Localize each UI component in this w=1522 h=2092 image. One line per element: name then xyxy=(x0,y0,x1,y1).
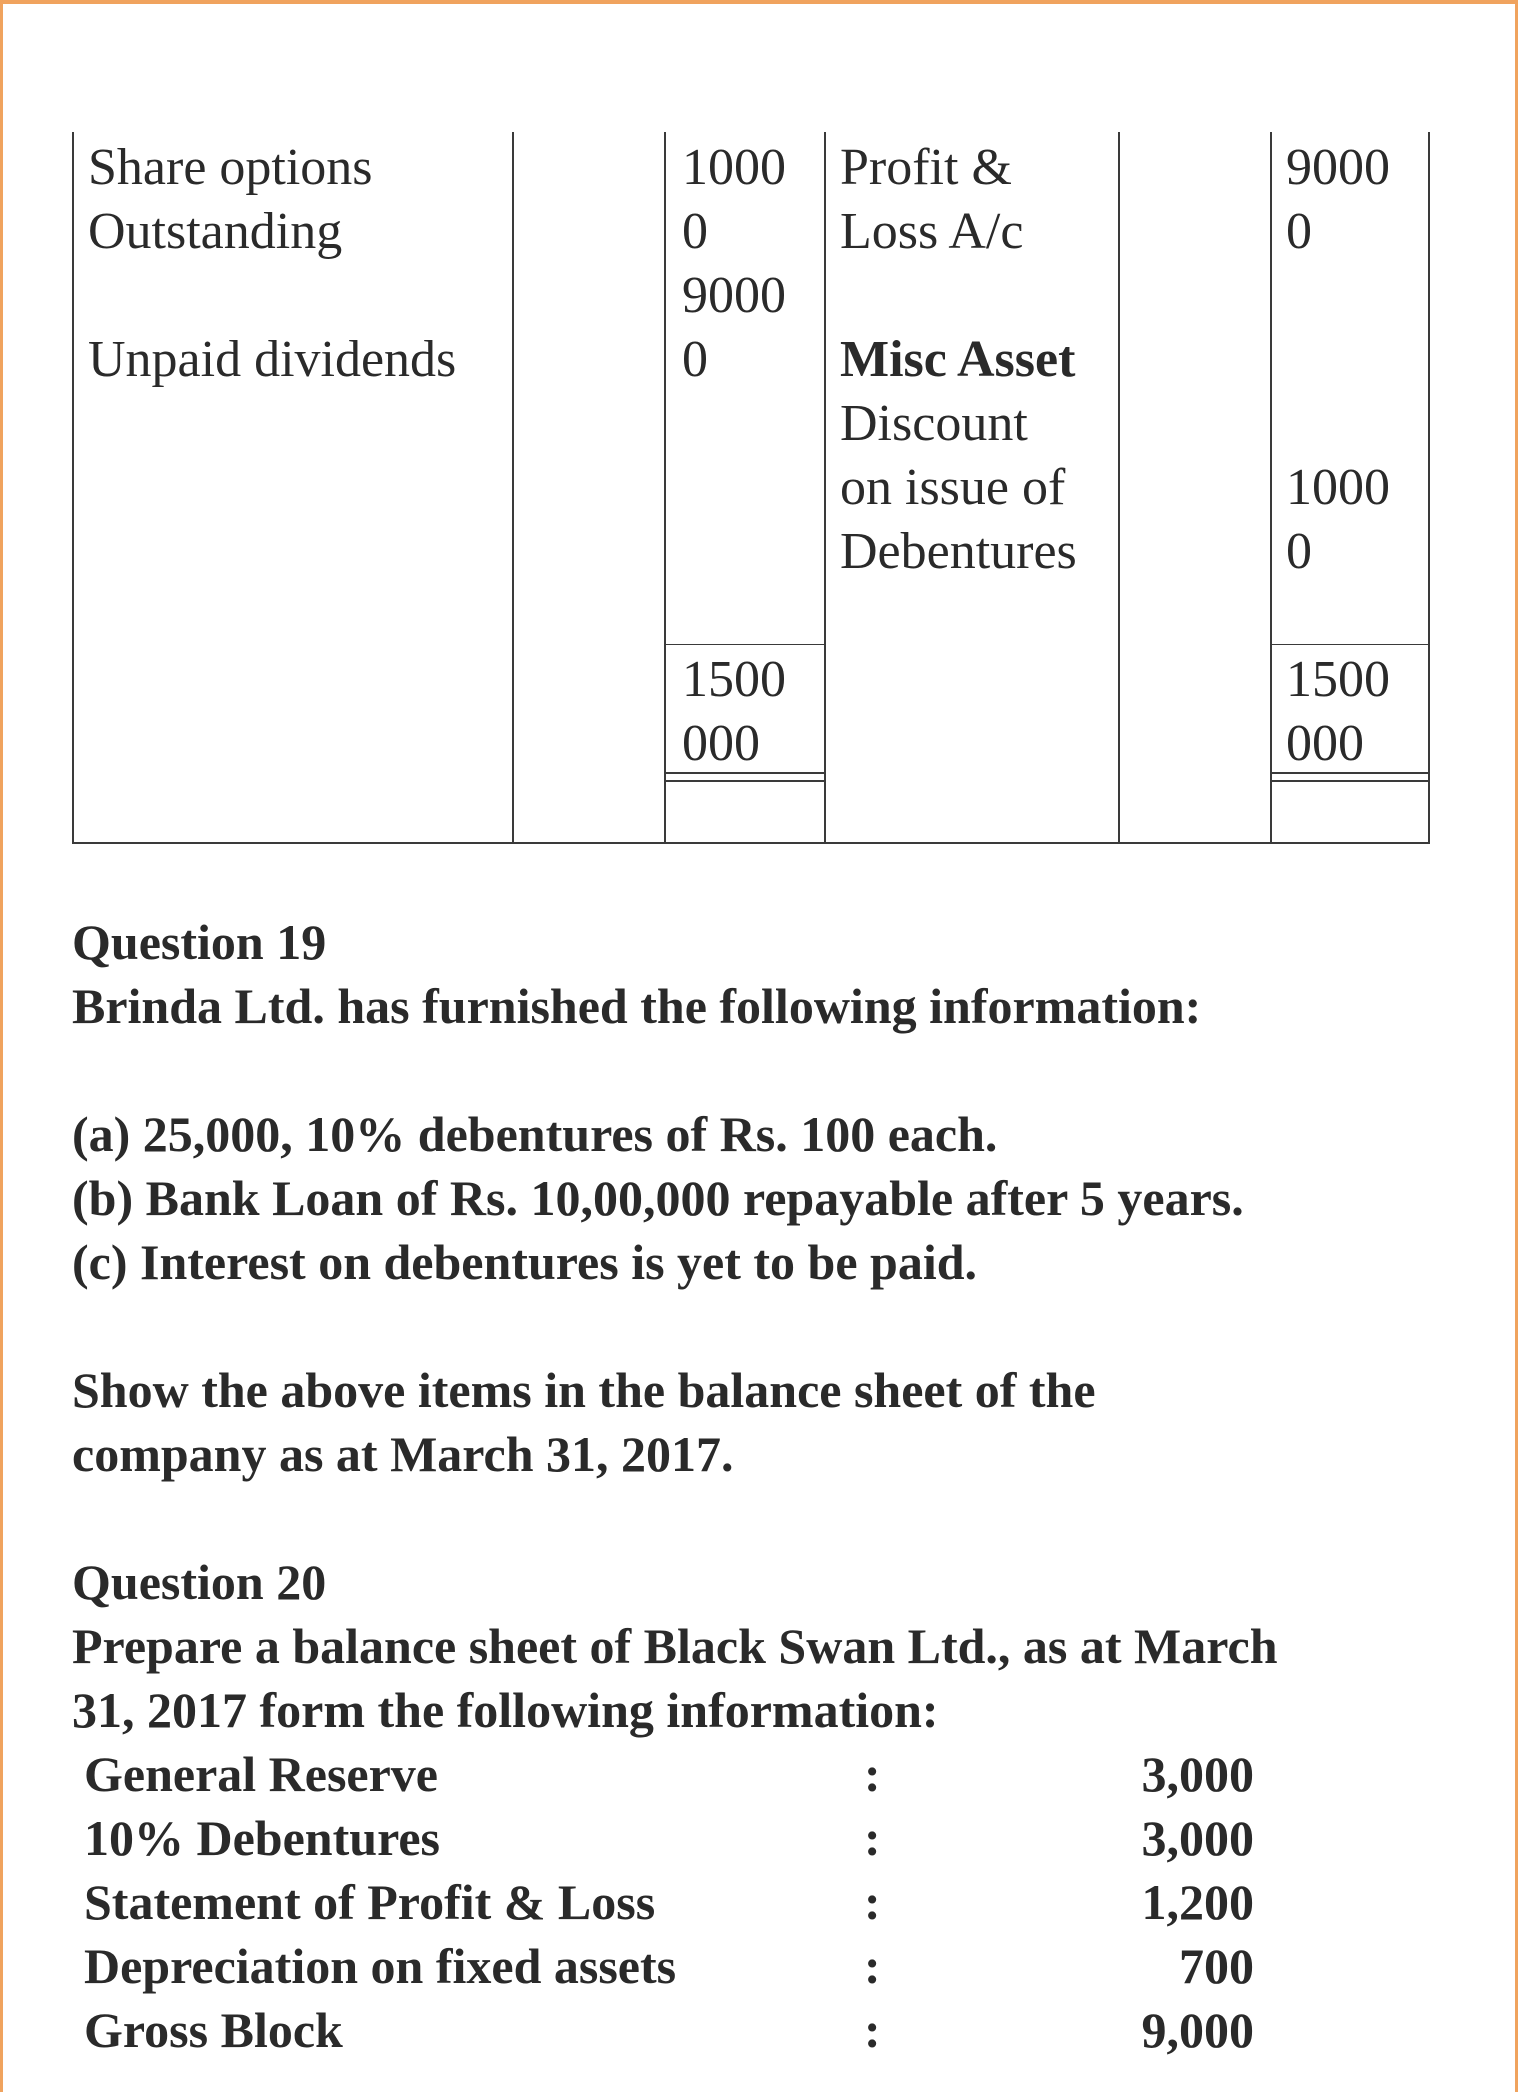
balance-sheet-table xyxy=(72,132,1430,844)
information-label: General Reserve xyxy=(84,1746,439,1802)
asset-amount: 1000 xyxy=(1286,459,1390,516)
question-19-intro: Brinda Ltd. has furnished the following information: xyxy=(72,978,1202,1034)
colon-separator: : xyxy=(864,1810,881,1866)
information-value: 3,000 xyxy=(1141,1810,1254,1866)
information-value: 3,000 xyxy=(1141,1746,1254,1802)
asset-amount: 0 xyxy=(1286,523,1312,580)
colon-separator: : xyxy=(864,2002,881,2058)
table-border-right xyxy=(1428,132,1430,844)
asset-amount: 9000 xyxy=(1286,139,1390,196)
liability-label: Share options xyxy=(88,139,373,196)
colon-separator: : xyxy=(864,1746,881,1802)
information-row xyxy=(84,1934,1254,1998)
total-double-rule xyxy=(1270,780,1430,782)
liability-total: 000 xyxy=(682,715,760,772)
information-label: Gross Block xyxy=(84,2002,343,2058)
information-label: Statement of Profit & Loss xyxy=(84,1874,656,1930)
liability-amount: 1000 xyxy=(682,139,786,196)
question-19-instruction: Show the above items in the balance sheet of the xyxy=(72,1362,1096,1418)
colon-separator: : xyxy=(864,1874,881,1930)
column-divider xyxy=(824,132,826,844)
question-19-item: (b) Bank Loan of Rs. 10,00,000 repayable after 5 years. xyxy=(72,1170,1244,1226)
column-divider xyxy=(1118,132,1120,844)
total-rule-top xyxy=(1270,644,1430,645)
asset-amount: 0 xyxy=(1286,203,1312,260)
question-19-item: (a) 25,000, 10% debentures of Rs. 100 each. xyxy=(72,1106,998,1162)
table-border-bottom xyxy=(72,842,1430,844)
asset-label: on issue of xyxy=(840,459,1066,516)
asset-total: 000 xyxy=(1286,715,1364,772)
liability-total: 1500 xyxy=(682,651,786,708)
information-row xyxy=(84,1998,1254,2062)
colon-separator: : xyxy=(864,1938,881,1994)
liability-amount: 0 xyxy=(682,203,708,260)
liability-amount: 9000 xyxy=(682,267,786,324)
table-border-left xyxy=(72,132,74,844)
question-20-heading: Question 20 xyxy=(72,1554,327,1610)
information-row xyxy=(84,1806,1254,1870)
information-value: 9,000 xyxy=(1141,2002,1254,2058)
information-value: 700 xyxy=(1179,1938,1254,1994)
information-row xyxy=(84,1742,1254,1806)
column-divider xyxy=(664,132,666,844)
information-value: 1,200 xyxy=(1141,1874,1254,1930)
question-20-intro: 31, 2017 form the following information: xyxy=(72,1682,939,1738)
column-divider xyxy=(1270,132,1272,844)
total-double-rule xyxy=(664,780,824,782)
total-rule-top xyxy=(664,644,824,645)
information-label: Depreciation on fixed assets xyxy=(84,1938,677,1994)
question-19-instruction: company as at March 31, 2017. xyxy=(72,1426,734,1482)
asset-label: Profit & xyxy=(840,139,1012,196)
liability-label: Outstanding xyxy=(88,203,343,260)
question-19-item: (c) Interest on debentures is yet to be paid. xyxy=(72,1234,978,1290)
asset-label: Loss A/c xyxy=(840,203,1024,260)
asset-label: Debentures xyxy=(840,523,1077,580)
liability-label: Unpaid dividends xyxy=(88,331,457,388)
question-20-intro: Prepare a balance sheet of Black Swan Ltd., as at March xyxy=(72,1618,1278,1674)
column-divider xyxy=(512,132,514,844)
information-row xyxy=(84,1870,1254,1934)
question-19-heading: Question 19 xyxy=(72,914,327,970)
asset-heading: Misc Asset xyxy=(840,331,1076,388)
information-label: 10% Debentures xyxy=(84,1810,441,1866)
liability-amount: 0 xyxy=(682,331,708,388)
asset-total: 1500 xyxy=(1286,651,1390,708)
asset-label: Discount xyxy=(840,395,1028,452)
